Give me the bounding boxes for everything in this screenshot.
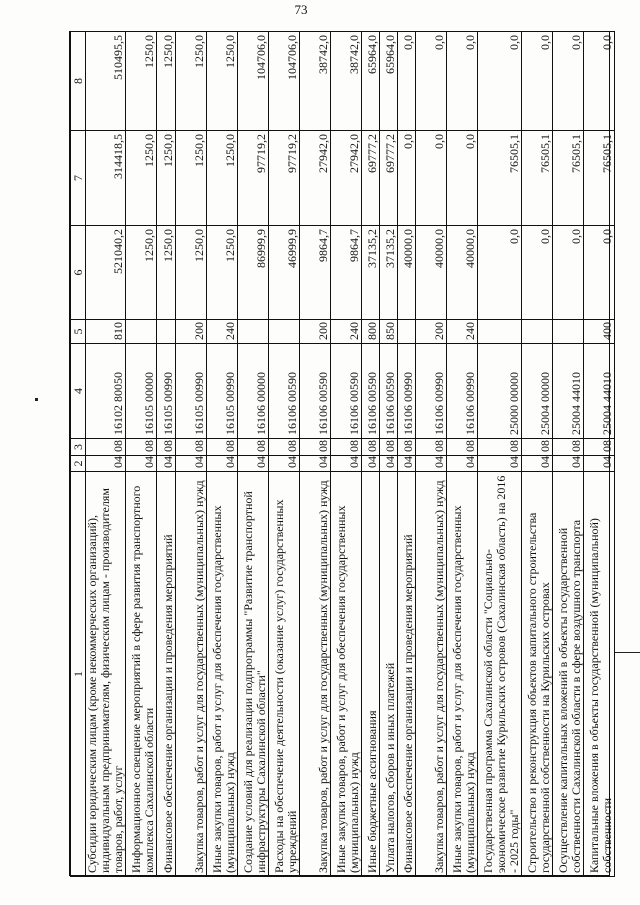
- row-name: Информационное освещение мероприятий в сфере развития транспортного комплекса Сахалинской области: [126, 472, 157, 877]
- row-section: 04: [176, 456, 207, 472]
- table-row: [447, 32, 478, 877]
- row-section: 04: [447, 456, 478, 472]
- header-col-8: 8: [71, 32, 86, 131]
- row-amount-col6: 9864,7: [331, 226, 362, 320]
- row-amount-col8: 0,0: [478, 32, 522, 131]
- row-expense-type: 200: [416, 320, 447, 344]
- row-amount-col7: 69777,2: [380, 131, 398, 226]
- row-amount-col6: 1250,0: [126, 226, 157, 320]
- table-body: [86, 32, 615, 877]
- table-row: [331, 32, 362, 877]
- row-section: 04: [300, 456, 331, 472]
- row-target-article: 16106 00000: [238, 344, 269, 439]
- row-section: 04: [157, 456, 176, 472]
- table-row: [362, 32, 380, 877]
- row-name: Иные закупки товаров, работ и услуг для обеспечения государственных (муниципальных) нужд: [207, 472, 238, 877]
- row-name: Создание условий для реализации подпрограммы "Развитие транспортной инфраструктуры Сахалинской области": [238, 472, 269, 877]
- row-target-article: 16106 00590: [331, 344, 362, 439]
- row-amount-col8: 1250,0: [176, 32, 207, 131]
- row-subsection: 08: [331, 439, 362, 456]
- row-target-article: 16105 00990: [207, 344, 238, 439]
- rotated-table-canvas: [70, 32, 614, 877]
- row-name: Строительство и реконструкция объектов капитального строительства государственной собственности на Курильских островах: [522, 472, 553, 877]
- row-name: Финансовое обеспечение организации и проведения мероприятий: [157, 472, 176, 877]
- row-expense-type: [398, 320, 416, 344]
- row-section: 04: [380, 456, 398, 472]
- row-section: 04: [331, 456, 362, 472]
- row-amount-col8: 65964,0: [380, 32, 398, 131]
- row-amount-col8: 104706,0: [269, 32, 300, 131]
- row-subsection: 08: [126, 439, 157, 456]
- row-amount-col6: 40000,0: [398, 226, 416, 320]
- row-name: Закупка товаров, работ и услуг для государственных (муниципальных) нужд: [300, 472, 331, 877]
- row-amount-col6: 521040,2: [86, 226, 126, 320]
- row-section: 04: [553, 456, 584, 472]
- table-row: [416, 32, 447, 877]
- row-amount-col8: 1250,0: [157, 32, 176, 131]
- row-subsection: 08: [207, 439, 238, 456]
- row-amount-col6: 46999,9: [269, 226, 300, 320]
- row-amount-col6: 37135,2: [362, 226, 380, 320]
- row-subsection: 08: [584, 439, 615, 456]
- row-amount-col7: 76505,1: [522, 131, 553, 226]
- row-expense-type: [126, 320, 157, 344]
- table-row: [380, 32, 398, 877]
- row-section: 04: [416, 456, 447, 472]
- row-target-article: 25004 00000: [522, 344, 553, 439]
- row-amount-col7: 1250,0: [176, 131, 207, 226]
- row-section: 04: [584, 456, 615, 472]
- row-section: 04: [522, 456, 553, 472]
- row-amount-col6: 0,0: [584, 226, 615, 320]
- row-expense-type: 200: [300, 320, 331, 344]
- row-section: 04: [86, 456, 126, 472]
- scan-mark-left: [35, 398, 38, 401]
- row-amount-col6: 37135,2: [380, 226, 398, 320]
- row-amount-col7: 1250,0: [157, 131, 176, 226]
- row-name: Капитальные вложения в объекты государственной (муниципальной) собственности: [584, 472, 615, 877]
- row-target-article: 16105 00990: [157, 344, 176, 439]
- row-expense-type: [157, 320, 176, 344]
- row-name: Государственная программа Сахалинской области "Социально-экономическое развитие Курильских островов (Сахалинская область) на 2016 - 2025 годы": [478, 472, 522, 877]
- row-expense-type: 240: [331, 320, 362, 344]
- row-amount-col8: 38742,0: [331, 32, 362, 131]
- row-amount-col7: 97719,2: [269, 131, 300, 226]
- row-expense-type: [478, 320, 522, 344]
- header-col-3: 3: [71, 439, 86, 456]
- row-name: Иные закупки товаров, работ и услуг для обеспечения государственных (муниципальных) нужд: [331, 472, 362, 877]
- row-target-article: 16106 00590: [300, 344, 331, 439]
- table-row: [126, 32, 157, 877]
- row-amount-col6: 0,0: [553, 226, 584, 320]
- row-expense-type: 400: [584, 320, 615, 344]
- row-subsection: 08: [447, 439, 478, 456]
- row-target-article: 16106 00590: [269, 344, 300, 439]
- row-target-article: 25000 00000: [478, 344, 522, 439]
- row-target-article: 25004 44010: [553, 344, 584, 439]
- table-row: [157, 32, 176, 877]
- row-amount-col7: 76505,1: [478, 131, 522, 226]
- row-expense-type: 240: [447, 320, 478, 344]
- row-target-article: 16106 00590: [362, 344, 380, 439]
- table-row: [176, 32, 207, 877]
- table-row: [553, 32, 584, 877]
- row-subsection: 08: [238, 439, 269, 456]
- header-col-2: 2: [71, 456, 86, 472]
- row-subsection: 08: [86, 439, 126, 456]
- row-amount-col7: 0,0: [447, 131, 478, 226]
- row-amount-col8: 65964,0: [362, 32, 380, 131]
- row-amount-col8: 0,0: [416, 32, 447, 131]
- row-name: Уплата налогов, сборов и иных платежей: [380, 472, 398, 877]
- table-row: [207, 32, 238, 877]
- row-amount-col8: 510495,5: [86, 32, 126, 131]
- row-name: Закупка товаров, работ и услуг для государственных (муниципальных) нужд: [416, 472, 447, 877]
- row-name: Финансовое обеспечение организации и проведения мероприятий: [398, 472, 416, 877]
- row-amount-col6: 9864,7: [300, 226, 331, 320]
- row-target-article: 16106 00590: [380, 344, 398, 439]
- row-target-article: 16102 80050: [86, 344, 126, 439]
- budget-table: [70, 31, 615, 877]
- table-row: [86, 32, 126, 877]
- row-amount-col7: 69777,2: [362, 131, 380, 226]
- row-amount-col7: 1250,0: [126, 131, 157, 226]
- row-expense-type: 240: [207, 320, 238, 344]
- row-amount-col6: 40000,0: [447, 226, 478, 320]
- row-section: 04: [238, 456, 269, 472]
- table-header-row: [71, 32, 86, 877]
- row-amount-col6: 86999,9: [238, 226, 269, 320]
- header-col-7: 7: [71, 131, 86, 226]
- row-target-article: 16105 00990: [176, 344, 207, 439]
- row-amount-col7: 0,0: [416, 131, 447, 226]
- row-subsection: 08: [269, 439, 300, 456]
- row-subsection: 08: [522, 439, 553, 456]
- row-amount-col8: 0,0: [447, 32, 478, 131]
- header-col-4: 4: [71, 344, 86, 439]
- row-name: Субсидии юридическим лицам (кроме некоммерческих организаций), индивидуальным предпринимателям, физическим лицам - производителям товаров, работ, услуг: [86, 472, 126, 877]
- row-amount-col8: 38742,0: [300, 32, 331, 131]
- row-subsection: 08: [398, 439, 416, 456]
- row-amount-col8: 0,0: [522, 32, 553, 131]
- row-target-article: 25004 44010: [584, 344, 615, 439]
- row-amount-col7: 314418,5: [86, 131, 126, 226]
- header-col-5: 5: [71, 320, 86, 344]
- table-row: [269, 32, 300, 877]
- row-amount-col7: 76505,1: [584, 131, 615, 226]
- row-amount-col7: 27942,0: [331, 131, 362, 226]
- row-amount-col7: 76505,1: [553, 131, 584, 226]
- row-amount-col6: 1250,0: [207, 226, 238, 320]
- row-subsection: 08: [553, 439, 584, 456]
- table-row: [478, 32, 522, 877]
- row-section: 04: [207, 456, 238, 472]
- row-subsection: 08: [380, 439, 398, 456]
- row-section: 04: [269, 456, 300, 472]
- row-amount-col6: 40000,0: [416, 226, 447, 320]
- row-subsection: 08: [478, 439, 522, 456]
- row-expense-type: [553, 320, 584, 344]
- row-amount-col8: 104706,0: [238, 32, 269, 131]
- row-amount-col8: 0,0: [553, 32, 584, 131]
- row-name: Осуществление капитальных вложений в объекты государственной собственности Сахалинской области в сфере воздушного транспорта: [553, 472, 584, 877]
- page-number: 73: [294, 2, 308, 17]
- row-section: 04: [126, 456, 157, 472]
- row-amount-col6: 0,0: [478, 226, 522, 320]
- row-name: Расходы на обеспечение деятельности (оказание услуг) государственных учреждений: [269, 472, 300, 877]
- row-subsection: 08: [176, 439, 207, 456]
- row-amount-col8: 1250,0: [207, 32, 238, 131]
- row-amount-col8: 1250,0: [126, 32, 157, 131]
- row-name: Иные закупки товаров, работ и услуг для обеспечения государственных (муниципальных) нужд: [447, 472, 478, 877]
- row-target-article: 16105 00000: [126, 344, 157, 439]
- row-subsection: 08: [300, 439, 331, 456]
- row-amount-col8: 0,0: [398, 32, 416, 131]
- row-target-article: 16106 00990: [416, 344, 447, 439]
- row-amount-col6: 0,0: [522, 226, 553, 320]
- row-name: Иные бюджетные ассигнования: [362, 472, 380, 877]
- row-expense-type: [522, 320, 553, 344]
- row-section: 04: [362, 456, 380, 472]
- header-col-6: 6: [71, 226, 86, 320]
- row-target-article: 16106 00990: [398, 344, 416, 439]
- row-name: Закупка товаров, работ и услуг для государственных (муниципальных) нужд: [176, 472, 207, 877]
- row-amount-col8: 0,0: [584, 32, 615, 131]
- row-amount-col7: 97719,2: [238, 131, 269, 226]
- row-expense-type: [269, 320, 300, 344]
- row-subsection: 08: [362, 439, 380, 456]
- row-amount-col7: 27942,0: [300, 131, 331, 226]
- row-expense-type: 800: [362, 320, 380, 344]
- row-expense-type: 200: [176, 320, 207, 344]
- table-row: [584, 32, 615, 877]
- row-amount-col6: 1250,0: [176, 226, 207, 320]
- table-row: [300, 32, 331, 877]
- row-expense-type: 810: [86, 320, 126, 344]
- row-section: 04: [398, 456, 416, 472]
- row-expense-type: [238, 320, 269, 344]
- table-row: [522, 32, 553, 877]
- row-amount-col7: 1250,0: [207, 131, 238, 226]
- row-amount-col6: 1250,0: [157, 226, 176, 320]
- row-target-article: 16106 00990: [447, 344, 478, 439]
- header-col-1: 1: [71, 472, 86, 877]
- row-amount-col7: 0,0: [398, 131, 416, 226]
- budget-table-frame: [69, 31, 614, 876]
- table-row: [238, 32, 269, 877]
- row-expense-type: 850: [380, 320, 398, 344]
- row-section: 04: [478, 456, 522, 472]
- row-subsection: 08: [416, 439, 447, 456]
- table-row: [398, 32, 416, 877]
- scan-mark-right: [614, 652, 640, 653]
- row-subsection: 08: [157, 439, 176, 456]
